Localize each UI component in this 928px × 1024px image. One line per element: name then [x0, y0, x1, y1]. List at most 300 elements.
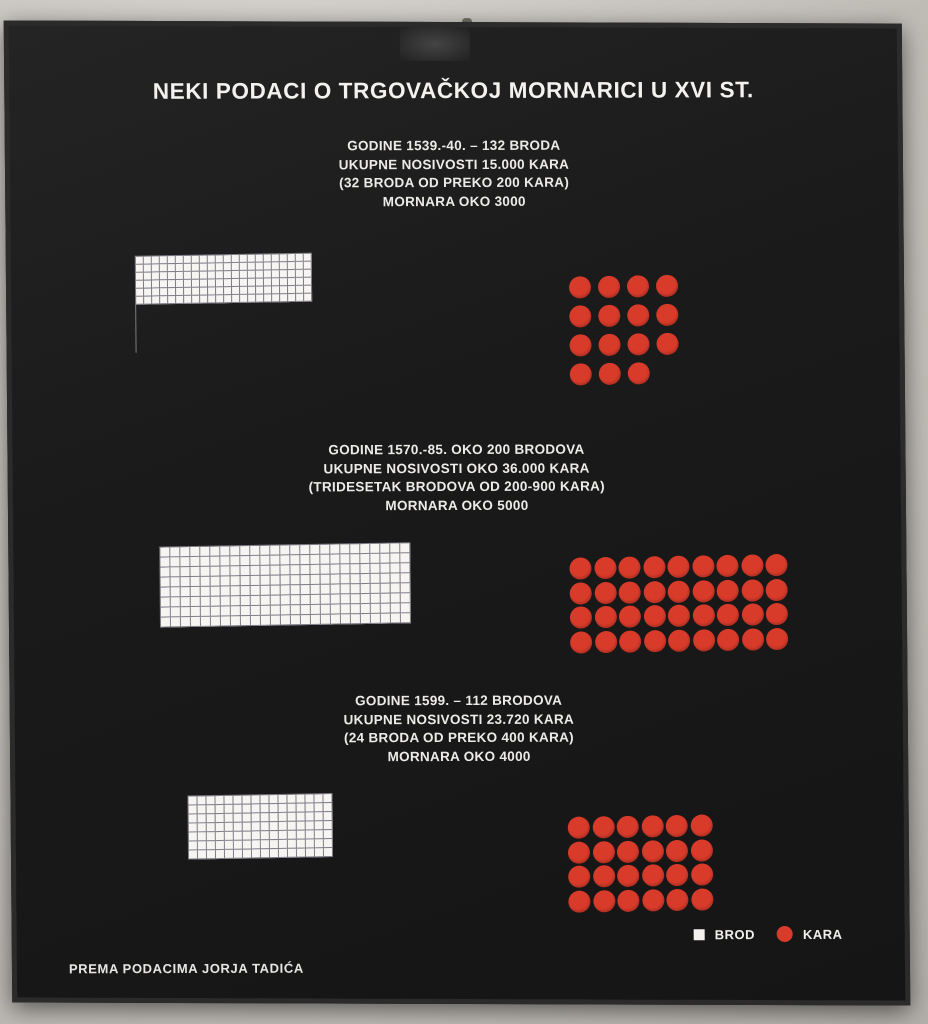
pictogram-square: [288, 822, 297, 831]
pictogram-square: [200, 287, 208, 295]
pictogram-square: [288, 840, 297, 849]
pictogram-square: [232, 335, 240, 343]
pictogram-square: [248, 303, 256, 311]
ship-pictogram-grid-2: [159, 542, 411, 627]
pictogram-square: [288, 310, 296, 318]
pictogram-square: [260, 556, 270, 566]
pictogram-square: [160, 296, 168, 304]
pictogram-square: [144, 312, 152, 320]
pictogram-square: [216, 841, 225, 850]
pictogram-dot: [742, 628, 764, 650]
pictogram-square: [272, 326, 280, 334]
pictogram-square: [330, 544, 340, 554]
pictogram-square: [181, 577, 191, 587]
pictogram-square: [243, 831, 252, 840]
pictogram-dot: [666, 839, 688, 861]
pictogram-square: [260, 795, 269, 804]
pictogram-square: [331, 574, 341, 584]
pictogram-square: [211, 577, 221, 587]
pictogram-square: [272, 254, 280, 262]
pictogram-square: [207, 823, 216, 832]
pictogram-square: [230, 566, 240, 576]
pictogram-dot: [690, 839, 712, 861]
pictogram-square: [160, 328, 168, 336]
pictogram-square: [315, 812, 324, 821]
ship-pictogram-grid-1: [135, 253, 313, 353]
pictogram-square: [216, 287, 224, 295]
pictogram-square: [248, 335, 256, 343]
pictogram-square: [191, 577, 201, 587]
pictogram-square: [224, 327, 232, 335]
pictogram-square: [296, 270, 304, 278]
pictogram-square: [231, 576, 241, 586]
pictogram-square: [136, 297, 144, 305]
pictogram-square: [168, 272, 176, 280]
pictogram-square: [207, 805, 216, 814]
pictogram-square: [331, 614, 341, 624]
pictogram-square: [296, 310, 304, 318]
pictogram-square: [280, 565, 290, 575]
pictogram-square: [301, 595, 311, 605]
pictogram-square: [191, 597, 201, 607]
pictogram-square: [221, 616, 231, 626]
pictogram-square: [231, 596, 241, 606]
pictogram-square: [168, 296, 176, 304]
pictogram-square: [252, 831, 261, 840]
pictogram-square: [341, 614, 351, 624]
pictogram-square: [340, 544, 350, 554]
caption-line: UKUPNE NOSIVOSTI 23.720 KARA: [343, 711, 575, 727]
pictogram-square: [192, 280, 200, 288]
pictogram-square: [272, 278, 280, 286]
pictogram-square: [350, 564, 360, 574]
pictogram-square: [231, 606, 241, 616]
pictogram-square: [224, 279, 232, 287]
pictogram-dot: [690, 814, 712, 836]
pictogram-square: [216, 335, 224, 343]
pictogram-square: [241, 343, 249, 351]
pictogram-square: [160, 272, 168, 280]
pictogram-dot: [594, 557, 616, 579]
pictogram-square: [272, 334, 280, 342]
pictogram-square: [297, 342, 305, 350]
pictogram-square: [252, 813, 261, 822]
pictogram-square: [315, 830, 324, 839]
pictogram-square: [391, 573, 401, 583]
pictogram-dot: [569, 334, 591, 356]
pictogram-square: [360, 564, 370, 574]
pictogram-square: [208, 263, 216, 271]
legend: [694, 926, 843, 942]
pictogram-square: [152, 280, 160, 288]
pictogram-square: [280, 310, 288, 318]
pictogram-square: [324, 830, 333, 839]
pictogram-square: [221, 596, 231, 606]
pictogram-dot: [568, 841, 590, 863]
pictogram-square: [296, 318, 304, 326]
pictogram-square: [208, 303, 216, 311]
pictogram-square: [351, 574, 361, 584]
pictogram-square: [170, 567, 180, 577]
pictogram-square: [291, 615, 301, 625]
pictogram-square: [400, 563, 410, 573]
pictogram-square: [324, 803, 333, 812]
pictogram-dot: [617, 865, 639, 887]
pictogram-square: [152, 296, 160, 304]
pictogram-dot: [691, 863, 713, 885]
pictogram-square: [241, 586, 251, 596]
pictogram-square: [176, 256, 184, 264]
pictogram-square: [240, 319, 248, 327]
pictogram-square: [234, 850, 243, 859]
pictogram-square: [264, 302, 272, 310]
pictogram-square: [231, 616, 241, 626]
pictogram-square: [281, 575, 291, 585]
pictogram-square: [380, 554, 390, 564]
pictogram-square: [161, 587, 171, 597]
pictogram-square: [181, 587, 191, 597]
pictogram-square: [301, 615, 311, 625]
pictogram-square: [351, 594, 361, 604]
pictogram-square: [272, 310, 280, 318]
pictogram-square: [320, 555, 330, 565]
pictogram-square: [297, 803, 306, 812]
pictogram-square: [300, 555, 310, 565]
pictogram-square: [242, 795, 251, 804]
pictogram-square: [341, 604, 351, 614]
pictogram-square: [291, 585, 301, 595]
pictogram-square: [184, 272, 192, 280]
pictogram-dot: [643, 605, 665, 627]
pictogram-square: [256, 262, 264, 270]
pictogram-square: [221, 606, 231, 616]
pictogram-dot: [569, 276, 591, 298]
pictogram-square: [191, 617, 201, 627]
pictogram-dot: [592, 841, 614, 863]
pictogram-dot: [594, 606, 616, 628]
pictogram-square: [220, 546, 230, 556]
pictogram-square: [381, 574, 391, 584]
pictogram-dot: [668, 605, 690, 627]
pictogram-square: [198, 841, 207, 850]
pictogram-square: [306, 830, 315, 839]
pictogram-square: [200, 303, 208, 311]
pictogram-square: [171, 597, 181, 607]
page-title: NEKI PODACI O TRGOVAČKOJ MORNARICI U XVI ST.: [152, 77, 754, 104]
pictogram-square: [261, 849, 270, 858]
pictogram-square: [180, 547, 190, 557]
pictogram-square: [192, 264, 200, 272]
pictogram-square: [193, 344, 201, 352]
pictogram-dot: [666, 864, 688, 886]
pictogram-square: [144, 320, 152, 328]
pictogram-square: [234, 814, 243, 823]
pictogram-square: [305, 342, 313, 350]
pictogram-square: [225, 850, 234, 859]
legend-circle-label: KARA: [803, 926, 843, 942]
pictogram-square: [400, 553, 410, 563]
pictogram-square: [200, 557, 210, 567]
pictogram-square: [311, 585, 321, 595]
pictogram-square: [250, 556, 260, 566]
pictogram-dot: [765, 554, 787, 576]
pictogram-square: [201, 587, 211, 597]
pictogram-square: [200, 279, 208, 287]
pictogram-square: [221, 576, 231, 586]
pictogram-dot: [569, 305, 591, 327]
pictogram-square: [273, 342, 281, 350]
pictogram-dot: [643, 556, 665, 578]
pictogram-dot: [766, 578, 788, 600]
pictogram-dot: [619, 605, 641, 627]
pictogram-square: [315, 803, 324, 812]
pictogram-square: [176, 304, 184, 312]
pictogram-square: [297, 839, 306, 848]
pictogram-square: [240, 279, 248, 287]
pictogram-square: [252, 849, 261, 858]
pictogram-square: [251, 616, 261, 626]
pictogram-square: [401, 603, 411, 613]
pictogram-square: [401, 583, 411, 593]
pictogram-square: [331, 584, 341, 594]
pictogram-square: [216, 311, 224, 319]
pictogram-square: [192, 304, 200, 312]
pictogram-dot: [656, 304, 678, 326]
pictogram-square: [200, 263, 208, 271]
pictogram-square: [201, 343, 209, 351]
pictogram-square: [197, 796, 206, 805]
pictogram-dot: [627, 333, 649, 355]
pictogram-square: [248, 279, 256, 287]
pictogram-square: [289, 342, 297, 350]
pictogram-square: [271, 585, 281, 595]
pictogram-square: [272, 318, 280, 326]
pictogram-square: [261, 596, 271, 606]
pictogram-square: [191, 607, 201, 617]
pictogram-dot: [598, 276, 620, 298]
pictogram-square: [152, 256, 160, 264]
pictogram-square: [224, 796, 233, 805]
pictogram-square: [380, 564, 390, 574]
pictogram-square: [160, 280, 168, 288]
pictogram-square: [290, 555, 300, 565]
pictogram-square: [168, 336, 176, 344]
pictogram-square: [225, 823, 234, 832]
pictogram-square: [136, 273, 144, 281]
pictogram-square: [281, 585, 291, 595]
pictogram-square: [241, 606, 251, 616]
pictogram-square: [152, 312, 160, 320]
pictogram-square: [264, 294, 272, 302]
pictogram-square: [200, 319, 208, 327]
pictogram-square: [280, 326, 288, 334]
pictogram-square: [168, 288, 176, 296]
pictogram-square: [280, 262, 288, 270]
pictogram-square: [261, 576, 271, 586]
pictogram-square: [288, 294, 296, 302]
pictogram-square: [232, 255, 240, 263]
caption-line: GODINE 1570.-85. OKO 200 BRODOVA: [328, 441, 585, 458]
pictogram-dot: [656, 275, 678, 297]
pictogram-square: [251, 596, 261, 606]
pictogram-square: [160, 320, 168, 328]
pictogram-square: [279, 804, 288, 813]
pictogram-square: [176, 272, 184, 280]
pictogram-square: [269, 795, 278, 804]
pictogram-dot: [693, 629, 715, 651]
pictogram-dot: [642, 889, 664, 911]
pictogram-dot: [568, 816, 590, 838]
pictogram-square: [306, 848, 315, 857]
pictogram-square: [306, 839, 315, 848]
pictogram-square: [288, 831, 297, 840]
caption-line: (TRIDESETAK BRODOVA OD 200-900 KARA): [308, 478, 606, 495]
pictogram-square: [136, 281, 144, 289]
pictogram-square: [224, 335, 232, 343]
pictogram-square: [216, 805, 225, 814]
pictogram-square: [207, 841, 216, 850]
pictogram-dot: [568, 865, 590, 887]
pictogram-square: [152, 288, 160, 296]
pictogram-square: [256, 302, 264, 310]
pictogram-square: [240, 271, 248, 279]
pictogram-square: [144, 328, 152, 336]
pictogram-square: [281, 342, 289, 350]
pictogram-square: [184, 264, 192, 272]
pictogram-square: [168, 328, 176, 336]
pictogram-square: [371, 594, 381, 604]
pictogram-square: [144, 336, 152, 344]
pictogram-square: [256, 254, 264, 262]
pictogram-square: [241, 616, 251, 626]
pictogram-dot: [599, 363, 621, 385]
pictogram-square: [210, 567, 220, 577]
pictogram-dot: [716, 555, 738, 577]
pictogram-square: [233, 343, 241, 351]
pictogram-square: [310, 555, 320, 565]
pictogram-dot: [656, 333, 678, 355]
pictogram-square: [281, 595, 291, 605]
pictogram-square: [305, 794, 314, 803]
pictogram-square: [288, 278, 296, 286]
pictogram-square: [240, 566, 250, 576]
pictogram-square: [351, 604, 361, 614]
pictogram-square: [279, 849, 288, 858]
pictogram-square: [270, 822, 279, 831]
pictogram-square: [306, 812, 315, 821]
pictogram-square: [184, 288, 192, 296]
pictogram-square: [311, 605, 321, 615]
pictogram-square: [240, 327, 248, 335]
pictogram-square: [297, 848, 306, 857]
pictogram-square: [240, 295, 248, 303]
pictogram-square: [208, 335, 216, 343]
pictogram-square: [288, 813, 297, 822]
pictogram-square: [232, 327, 240, 335]
pictogram-square: [391, 613, 401, 623]
pictogram-square: [216, 850, 225, 859]
pictogram-square: [351, 584, 361, 594]
pictogram-square: [184, 336, 192, 344]
pictogram-square: [192, 312, 200, 320]
pictogram-square: [200, 255, 208, 263]
pictogram-square: [304, 254, 312, 262]
pictogram-square: [296, 302, 304, 310]
pictogram-square: [321, 575, 331, 585]
pictogram-square: [320, 565, 330, 575]
pictogram-square: [144, 272, 152, 280]
pictogram-square: [371, 614, 381, 624]
pictogram-square: [296, 278, 304, 286]
pictogram-dot: [569, 557, 591, 579]
pictogram-square: [321, 585, 331, 595]
pictogram-square: [324, 812, 333, 821]
pictogram-square: [200, 327, 208, 335]
pictogram-square: [144, 280, 152, 288]
pictogram-square: [144, 264, 152, 272]
pictogram-square: [224, 263, 232, 271]
pictogram-square: [250, 546, 260, 556]
pictogram-square: [241, 596, 251, 606]
pictogram-square: [216, 303, 224, 311]
pictogram-square: [234, 823, 243, 832]
pictogram-square: [280, 545, 290, 555]
pictogram-square: [208, 295, 216, 303]
pictogram-square: [256, 286, 264, 294]
pictogram-square: [208, 319, 216, 327]
pictogram-square: [304, 318, 312, 326]
pictogram-square: [248, 263, 256, 271]
pictogram-square: [240, 263, 248, 271]
pictogram-square: [136, 257, 144, 265]
pictogram-square: [390, 553, 400, 563]
pictogram-square: [261, 822, 270, 831]
pictogram-square: [288, 262, 296, 270]
pictogram-square: [198, 823, 207, 832]
pictogram-square: [304, 326, 312, 334]
pictogram-square: [161, 597, 171, 607]
pictogram-dot: [627, 275, 649, 297]
pictogram-square: [296, 286, 304, 294]
pictogram-square: [341, 584, 351, 594]
pictogram-square: [200, 271, 208, 279]
pictogram-square: [224, 319, 232, 327]
pictogram-square: [200, 295, 208, 303]
pictogram-square: [189, 814, 198, 823]
pictogram-square: [160, 336, 168, 344]
pictogram-square: [248, 271, 256, 279]
pictogram-dot: [618, 556, 640, 578]
pictogram-square: [171, 587, 181, 597]
pictogram-square: [224, 303, 232, 311]
pictogram-square: [189, 832, 198, 841]
pictogram-square: [225, 832, 234, 841]
pictogram-square: [280, 302, 288, 310]
pictogram-dot: [691, 888, 713, 910]
pictogram-square: [391, 593, 401, 603]
pictogram-square: [160, 312, 168, 320]
pictogram-square: [390, 543, 400, 553]
pictogram-square: [306, 821, 315, 830]
pictogram-square: [350, 544, 360, 554]
caption-line: MORNARA OKO 4000: [387, 748, 531, 764]
pictogram-dot: [627, 304, 649, 326]
caption-block-2: [12, 440, 901, 516]
pictogram-square: [323, 794, 332, 803]
pictogram-square: [306, 803, 315, 812]
pictogram-square: [188, 796, 197, 805]
pictogram-square: [391, 603, 401, 613]
